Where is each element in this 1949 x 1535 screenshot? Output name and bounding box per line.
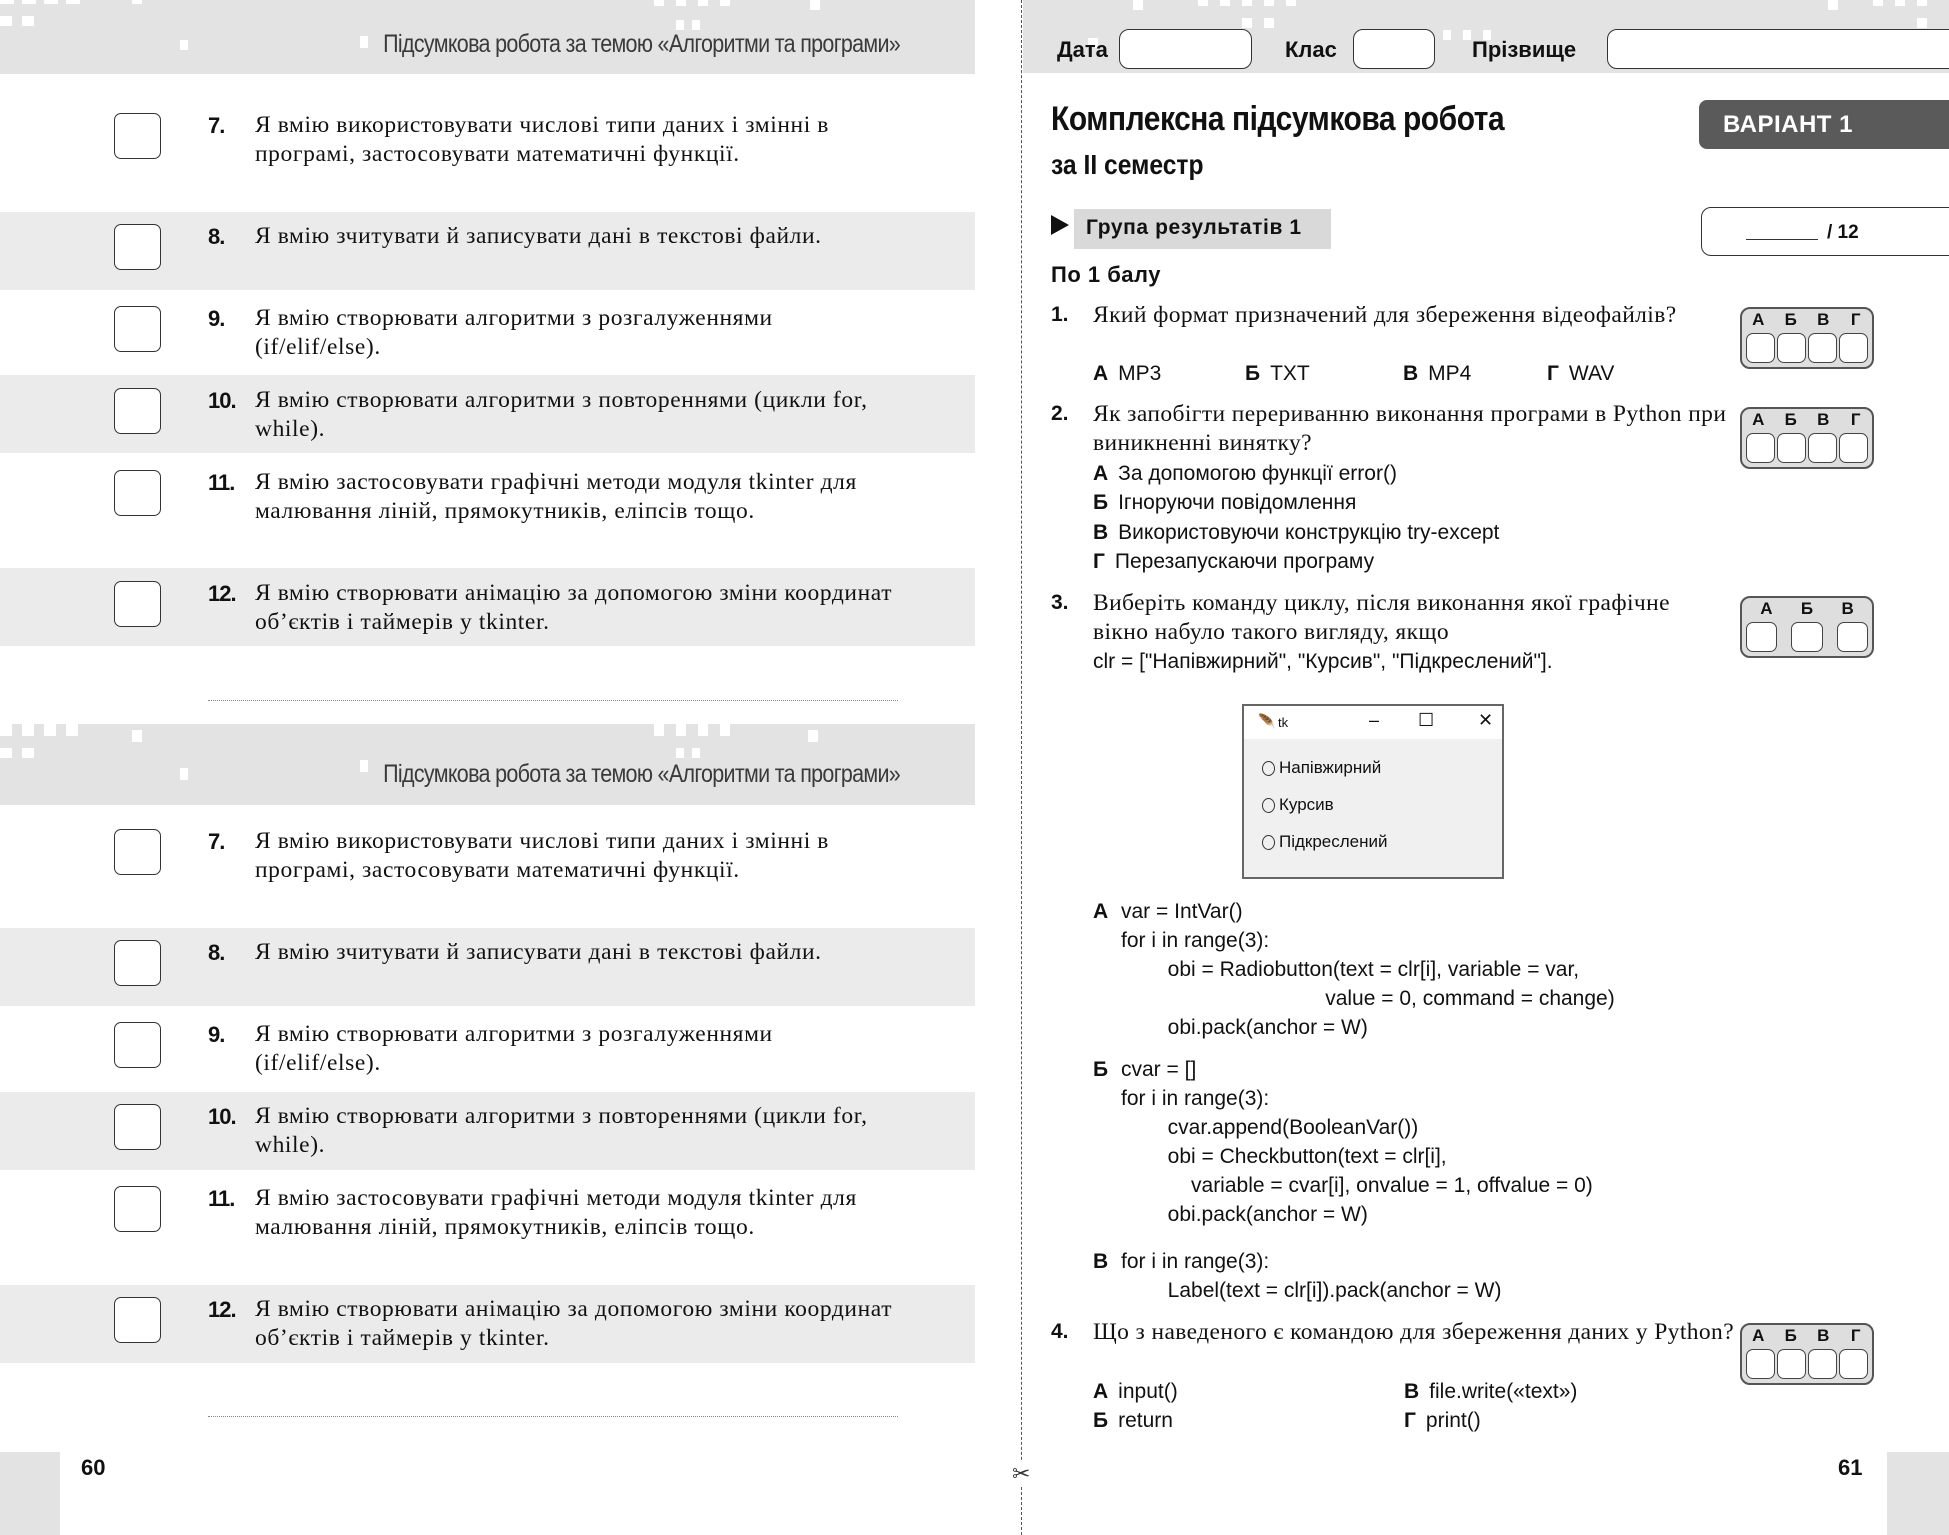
feather-icon: 🪶 [1258, 713, 1276, 729]
code-line: for i in range(3): [1121, 1250, 1270, 1273]
radio-circle-icon [1262, 761, 1275, 776]
self-assessment-checkbox[interactable] [114, 581, 161, 627]
item-text: Я вмію використовувати числові типи даних і змінні в програмі, застосовувати математичні функції. [255, 828, 830, 883]
class-label: Клас [1285, 37, 1337, 62]
item-number: 11. [208, 470, 235, 495]
item-text: Я вмію зчитувати й записувати дані в текстові файли. [255, 223, 822, 249]
answer-cell[interactable] [1777, 1349, 1806, 1379]
item-number: 8. [208, 224, 225, 249]
left-header-top [0, 0, 975, 74]
item-number: 12. [208, 581, 236, 606]
minimize-icon: – [1369, 710, 1380, 730]
option-b[interactable] [1245, 359, 1310, 388]
scissors-icon: ✂ [1012, 1461, 1031, 1486]
option-d[interactable] [1547, 359, 1614, 388]
option-a[interactable]: А [1093, 900, 1109, 923]
radio-option: Напівжирний [1262, 758, 1381, 778]
answer-cell[interactable] [1839, 433, 1868, 463]
left-header-title: Підсумкова робота за темою «Алгоритми та програми» [383, 760, 900, 788]
self-assessment-checkbox[interactable] [114, 1104, 161, 1150]
item-number: 7. [208, 829, 225, 854]
option-text: WAV [1568, 362, 1615, 385]
item-number: 10. [208, 1104, 236, 1129]
date-field[interactable] [1119, 29, 1252, 69]
self-assessment-checkbox[interactable] [114, 829, 161, 875]
item-number: 8. [208, 940, 225, 965]
item-text: Я вмію застосовувати графічні методи модуля tkinter для малювання ліній, прямокутників, еліпсів тощо. [255, 1185, 857, 1240]
question-text: Виберіть команду циклу, після виконання якої графічне вікно набуло такого вигляду, якщо [1093, 590, 1670, 645]
date-label: Дата [1057, 37, 1108, 62]
radio-circle-icon [1262, 798, 1275, 813]
answer-cell[interactable] [1777, 333, 1806, 363]
cut-line [1021, 0, 1022, 1535]
answer-grid-q2: А Б В Г [1740, 407, 1874, 469]
item-text: Я вмію зчитувати й записувати дані в текстові файли. [255, 939, 822, 965]
radio-circle-icon [1262, 835, 1275, 850]
answer-cell[interactable] [1808, 433, 1837, 463]
option-text: TXT [1270, 362, 1310, 385]
score-total: / 12 [1827, 222, 1859, 243]
item-text: Я вмію створювати анімацію за допомогою зміни координат об’єктів і таймерів у tkinter. [255, 1296, 893, 1351]
answer-grid-q3: А Б В [1740, 596, 1874, 658]
maximize-icon: ☐ [1418, 710, 1435, 730]
option-text: MP3 [1118, 362, 1162, 385]
radio-option: Курсив [1262, 795, 1334, 815]
radio-option: Підкреслений [1262, 832, 1388, 852]
question-text: Як запобігти перериванню виконання програми в Python при виникненні винятку? [1093, 401, 1727, 456]
item-text: Я вмію використовувати числові типи даних і змінні в програмі, застосовувати математичні функції. [255, 112, 830, 167]
question-text: Який формат призначений для збереження відеофайлів? [1093, 302, 1677, 328]
self-assessment-checkbox[interactable] [114, 388, 161, 434]
answer-cell[interactable] [1746, 1349, 1775, 1379]
code-line: var = IntVar() [1121, 900, 1243, 923]
option-letter: Г [1547, 362, 1559, 385]
cut-dotted-line [208, 1416, 898, 1417]
item-text: Я вмію створювати анімацію за допомогою зміни координат об’єктів і таймерів у tkinter. [255, 580, 893, 635]
option-c[interactable]: В [1093, 1250, 1109, 1273]
page-tab [1887, 1452, 1949, 1535]
tk-title-bar [1244, 706, 1502, 739]
tk-window-illustration [1242, 704, 1504, 879]
score-box [1701, 207, 1949, 256]
self-assessment-checkbox[interactable] [114, 1022, 161, 1068]
item-number: 7. [208, 113, 225, 138]
answer-cell[interactable] [1791, 622, 1822, 652]
class-field[interactable] [1353, 29, 1435, 69]
self-assessment-checkbox[interactable] [114, 113, 161, 159]
page-number: 61 [1838, 1455, 1863, 1480]
code-line: for i in range(3): [1121, 929, 1270, 952]
option-c[interactable]: В Використовуючи конструкцію try-except [1093, 521, 1500, 544]
answer-cell[interactable] [1777, 433, 1806, 463]
question-text: Що з наведеного є командою для збереження даних у Python? [1093, 1319, 1735, 1345]
variant-badge: ВАРІАНТ 1 [1699, 100, 1949, 149]
answer-cell[interactable] [1837, 622, 1868, 652]
self-assessment-checkbox[interactable] [114, 1297, 161, 1343]
answer-cell[interactable] [1808, 1349, 1837, 1379]
item-number: 11. [208, 1186, 235, 1211]
item-text: Я вмію створювати алгоритми з розгалуженнями (if/elif/else). [255, 305, 773, 360]
answer-cell[interactable] [1746, 433, 1775, 463]
code-line: cvar = [] [1121, 1058, 1197, 1081]
self-assessment-checkbox[interactable] [114, 940, 161, 986]
page-tab [0, 1452, 60, 1535]
answer-cell[interactable] [1839, 1349, 1868, 1379]
answer-grid-q1: А Б В Г [1740, 307, 1874, 369]
item-text: Я вмію створювати алгоритми з повтореннями (цикли for, while). [255, 1103, 868, 1158]
left-header-title: Підсумкова робота за темою «Алгоритми та програми» [383, 30, 900, 58]
code-line: cvar.append(BooleanVar()) [1121, 1116, 1419, 1139]
item-text: Я вмію створювати алгоритми з розгалуженнями (if/elif/else). [255, 1021, 773, 1076]
code-line: variable = cvar[i], onvalue = 1, offvalue = 0) [1121, 1174, 1593, 1197]
option-letter: Б [1245, 362, 1261, 385]
question-number: 2. [1051, 402, 1069, 425]
option-b[interactable]: Б return [1093, 1409, 1173, 1432]
page-number: 60 [81, 1455, 106, 1480]
answer-cell[interactable] [1746, 622, 1777, 652]
code-line: Label(text = clr[i]).pack(anchor = W) [1121, 1279, 1502, 1302]
item-number: 12. [208, 1297, 236, 1322]
answer-cell[interactable] [1746, 333, 1775, 363]
option-a[interactable]: А input() [1093, 1380, 1178, 1403]
option-c[interactable] [1403, 359, 1471, 388]
cut-dotted-line [208, 700, 898, 701]
self-assessment-checkbox[interactable] [114, 470, 161, 516]
option-c[interactable]: В file.write(«text») [1404, 1380, 1578, 1403]
code-line: obi.pack(anchor = W) [1121, 1016, 1368, 1039]
code-line: for i in range(3): [1121, 1087, 1270, 1110]
code-line: obi.pack(anchor = W) [1121, 1203, 1368, 1226]
option-letter: А [1093, 362, 1109, 385]
code-line: value = 0, command = change) [1121, 987, 1615, 1010]
answer-cell[interactable] [1808, 333, 1837, 363]
score-blank[interactable] [1746, 239, 1818, 240]
window-title: tk [1278, 715, 1289, 730]
question-number: 4. [1051, 1320, 1069, 1343]
code-line: obi = Checkbutton(text = clr[i], [1121, 1145, 1447, 1168]
page-subtitle: за ІІ семестр [1051, 149, 1204, 180]
points-label: По 1 балу [1051, 262, 1161, 287]
answer-cell[interactable] [1839, 333, 1868, 363]
option-b[interactable]: Б Ігноруючи повідомлення [1093, 491, 1357, 514]
item-number: 9. [208, 1022, 225, 1047]
page-title: Комплексна підсумкова робота [1051, 100, 1505, 138]
close-icon: ✕ [1478, 710, 1494, 730]
group-label: Група результатів 1 [1074, 209, 1331, 249]
item-number: 10. [208, 388, 236, 413]
answer-grid-q4: А Б В Г [1740, 1323, 1874, 1385]
surname-label: Прізвище [1472, 37, 1577, 62]
option-a[interactable] [1093, 359, 1161, 388]
surname-field[interactable] [1607, 29, 1949, 69]
clr-code-line: clr = ["Напівжирний", "Курсив", "Підкреслений"]. [1093, 650, 1553, 673]
option-a[interactable]: А За допомогою функції error() [1093, 462, 1397, 485]
question-number: 3. [1051, 591, 1069, 614]
item-text: Я вмію застосовувати графічні методи модуля tkinter для малювання ліній, прямокутників, еліпсів тощо. [255, 469, 857, 524]
question-number: 1. [1051, 303, 1069, 326]
self-assessment-checkbox[interactable] [114, 1186, 161, 1232]
option-d[interactable]: Г Перезапускаючи програму [1093, 550, 1375, 573]
option-b[interactable]: Б [1093, 1058, 1109, 1081]
play-arrow-icon [1051, 215, 1069, 235]
option-text: MP4 [1428, 362, 1472, 385]
self-assessment-checkbox[interactable] [114, 224, 161, 270]
code-line: obi = Radiobutton(text = clr[i], variable = var, [1121, 958, 1580, 981]
left-header-bottom [0, 724, 975, 805]
option-letter: В [1403, 362, 1419, 385]
item-text: Я вмію створювати алгоритми з повтореннями (цикли for, while). [255, 387, 868, 442]
item-number: 9. [208, 306, 225, 331]
option-d[interactable]: Г print() [1404, 1409, 1481, 1432]
self-assessment-checkbox[interactable] [114, 306, 161, 352]
